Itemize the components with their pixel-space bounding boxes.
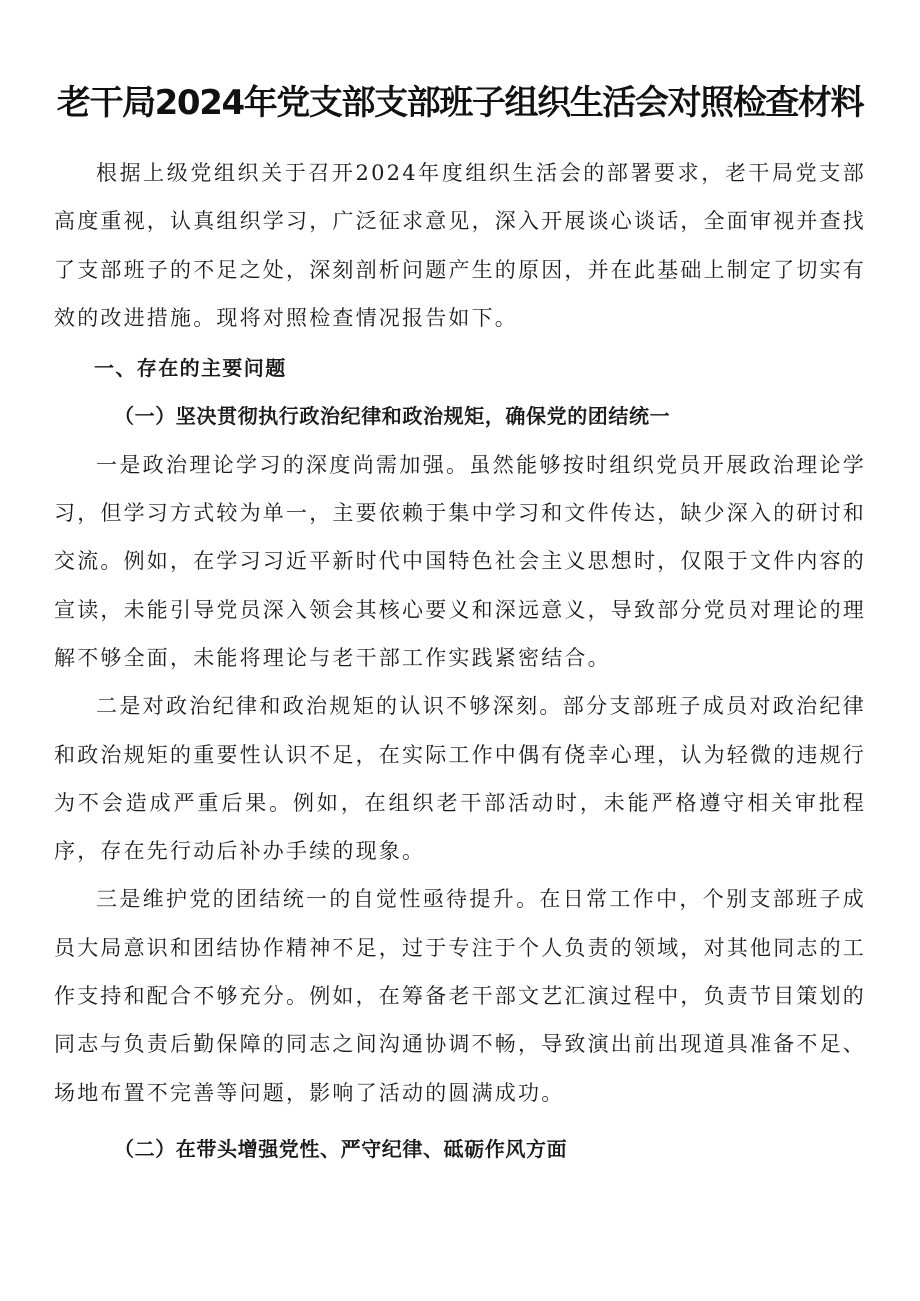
subsection-heading-political-discipline: （一）坚决贯彻执行政治纪律和政治规矩，确保党的团结统一 xyxy=(114,404,671,429)
section-heading-main-problems: 一、存在的主要问题 xyxy=(94,356,287,381)
document-body xyxy=(54,149,866,1173)
subsection-heading-party-spirit: （二）在带头增强党性、严守纪律、砥砺作风方面 xyxy=(114,1136,568,1161)
document-title: 老干局2024年党支部支部班子组织生活会对照检查材料 xyxy=(56,83,864,123)
body-paragraph: 一是政治理论学习的深度尚需加强。虽然能够按时组织党员开展政治理论学习，但学习方式较为单一，主要依赖于集中学习和文件传达，缺少深入的研讨和交流。例如，在学习习近平新时代中国特色社会主义思想时，仅限于文件内容的宣读，未能引导党员深入领会其核心要义和深远意义，导致部分党员对理论的理解不够全面，未能将理论与老干部工作实践紧密结合。 xyxy=(54,452,866,670)
intro-paragraph: 根据上级党组织关于召开2024年度组织生活会的部署要求，老干局党支部高度重视，认真组织学习，广泛征求意见，深入开展谈心谈话，全面审视并查找了支部班子的不足之处，深刻剖析问题产生的原因，并在此基础上制定了切实有效的改进措施。现将对照检查情况报告如下。 xyxy=(54,161,866,330)
body-paragraph: 三是维护党的团结统一的自觉性亟待提升。在日常工作中，个别支部班子成员大局意识和团结协作精神不足，过于专注于个人负责的领域，对其他同志的工作支持和配合不够充分。例如，在筹备老干部文艺汇演过程中，负责节目策划的同志与负责后勤保障的同志之间沟通协调不畅，导致演出前出现道具准备不足、场地布置不完善等问题，影响了活动的圆满成功。 xyxy=(54,887,866,1105)
body-paragraph: 二是对政治纪律和政治规矩的认识不够深刻。部分支部班子成员对政治纪律和政治规矩的重要性认识不足，在实际工作中偶有侥幸心理，认为轻微的违规行为不会造成严重后果。例如，在组织老干部活动时，未能严格遵守相关审批程序，存在先行动后补办手续的现象。 xyxy=(54,694,866,864)
